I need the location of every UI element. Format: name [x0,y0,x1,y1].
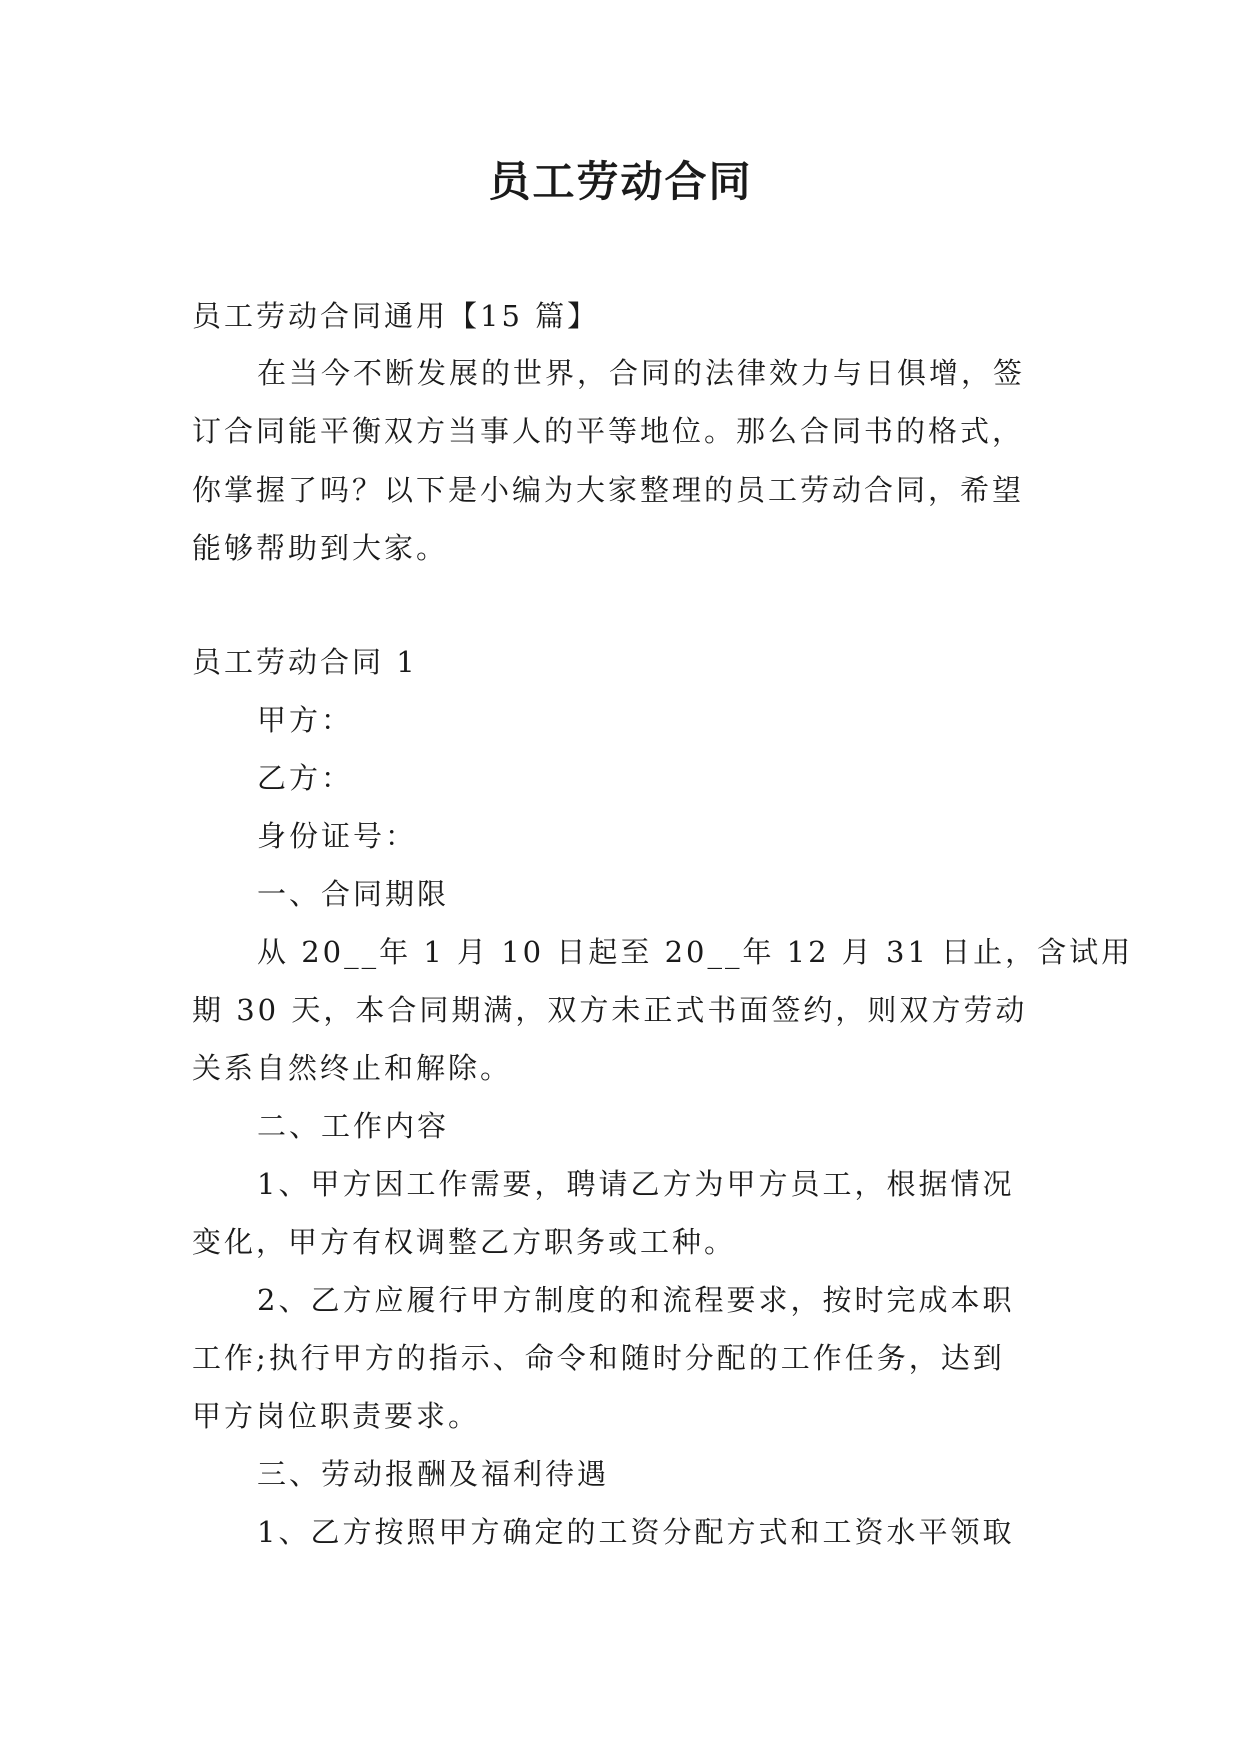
body-line: 关系自然终止和解除。 [192,1051,513,1085]
contract-heading: 员工劳动合同 1 [192,645,418,679]
section-heading-work: 二、工作内容 [257,1109,450,1143]
section-heading-pay: 三、劳动报酬及福利待遇 [257,1457,610,1491]
body-line: 1、乙方按照甲方确定的工资分配方式和工资水平领取 [257,1515,1015,1549]
intro-line-4: 能够帮助到大家。 [192,531,449,565]
party-a-line: 甲方： [257,703,354,737]
body-line: 工作;执行甲方的指示、命令和随时分配的工作任务，达到 [192,1341,1005,1375]
body-line: 变化，甲方有权调整乙方职务或工种。 [192,1225,737,1259]
document-title: 员工劳动合同 [488,157,753,206]
subtitle-line: 员工劳动合同通用【15 篇】 [192,299,600,333]
intro-line-1: 在当今不断发展的世界，合同的法律效力与日俱增，签 [257,356,1026,390]
intro-line-3: 你掌握了吗？以下是小编为大家整理的员工劳动合同，希望 [192,473,1025,507]
body-line: 从 20__年 1 月 10 日起至 20__年 12 月 31 日止，含试用 [257,935,1134,969]
body-line: 期 30 天，本合同期满，双方未正式书面签约，则双方劳动 [192,993,1028,1027]
body-line: 2、乙方应履行甲方制度的和流程要求，按时完成本职 [257,1283,1015,1317]
body-line: 甲方岗位职责要求。 [192,1399,481,1433]
section-heading-term: 一、合同期限 [257,877,450,911]
intro-line-2: 订合同能平衡双方当事人的平等地位。那么合同书的格式， [192,414,1025,448]
body-line: 1、甲方因工作需要，聘请乙方为甲方员工，根据情况 [257,1167,1015,1201]
id-number-line: 身份证号： [257,819,418,853]
party-b-line: 乙方： [257,761,354,795]
